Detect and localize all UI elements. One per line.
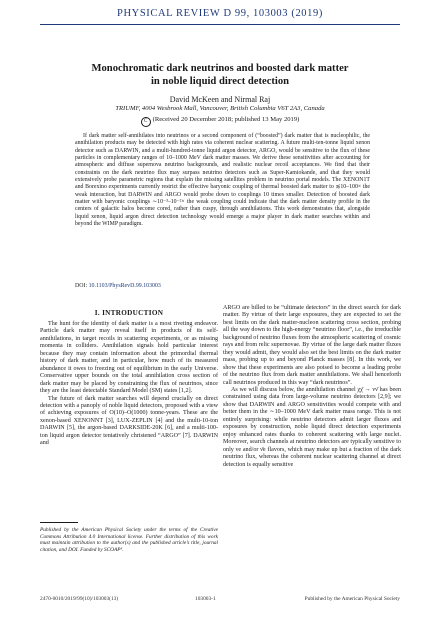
intro-paragraph-continued: ARGO are billed to be “ultimate detectors” in the direct search for dark matter. By virtue of their large exposures, they are expected to set the best limits on the dark matter-nucleon scattering cross section, probing all the way down to the high-energy “neutrino floor”, i.e., the irreducible background of neutrino fluxes from the atmospheric scattering of cosmic rays and from relic supernovae. By virtue of the large dark matter fluxes they would admit, they would also set the best limits on the dark matter mass, probing up to and beyond Planck masses [8]. In this work, we show that these experiments are also poised to become a leading probe of the neutrino flux from dark matter annihilations. We shall henceforth call neutrinos produced in this way “dark neutrinos”. bbox=[223, 305, 401, 386]
footer-page-number: 103003-1 bbox=[195, 596, 216, 602]
footer-publisher: Published by the American Physical Society bbox=[304, 596, 400, 602]
right-column bbox=[223, 305, 401, 469]
doi-link[interactable]: 10.1103/PhysRevD.99.103003 bbox=[88, 283, 161, 289]
intro-paragraph-1: The hunt for the identity of dark matter is a most riveting endeavor. Particle dark matter may reveal itself in products of its self-annihilations, in target recoils in scattering experiments, or as missing momenta in colliders. Annihilation signals hold particular interest because they may contain information about the primordial thermal history of dark matter, and in particular, how much of its measured abundance it owes to freezing out of equilibrium in the early Universe. Conservative upper bounds on the total annihilation cross section of dark matter may be placed by constraining the flux of neutrinos, since they are the least detectable Standard Model (SM) states [1,2]. bbox=[40, 321, 218, 395]
affiliation: TRIUMF, 4004 Wesbrook Mall, Vancouver, British Columbia V6T 2A3, Canada bbox=[115, 105, 325, 112]
authors: David McKeen and Nirmal Raj bbox=[169, 95, 271, 104]
title-line-1: Monochromatic dark neutrinos and boosted dark matter bbox=[91, 63, 349, 74]
crossmark-icon[interactable]: C bbox=[141, 117, 151, 127]
running-head: PHYSICAL REVIEW D 99, 103003 (2019) bbox=[117, 8, 323, 19]
left-column bbox=[40, 321, 218, 448]
abstract: If dark matter self-annihilates into neutrinos or a second component of (“boosted”) dark matter that is nucleophilic, the annihilation products may be detected with high rates via coherent nuclear scattering. A future multi-ten-tonne liquid xenon detector such as DARWIN, and a multi-hundred-tonne liquid argon detector, ARGO, would be sensitive to the flux of these particles in complementary ranges of 10–1000 MeV dark matter masses. We derive these sensitivities after accounting for atmospheric and diffuse supernova neutrino backgrounds, and realistic nuclear recoil acceptances. We find that their constraints on the dark neutrino flux may surpass neutrino detectors such as Super-Kamiokande, and that they would extensively probe parametric regions that explain the missing satellites problem in neutrino portal models. The XENON1T and Borexino experiments currently restrict the effective baryonic coupling of thermal boosted dark matter to ≲10–100× the weak interaction, but DARWIN and ARGO would probe down to couplings 10 times smaller. Detection of boosted dark matter with baryonic couplings ∼10⁻³–10⁻²× the weak coupling could indicate that the dark matter density profile in the centers of galactic halos become cored, rather than cuspy, through annihilations. This work demonstrates that, alongside liquid xenon, liquid argon direct detection technology would emerge a major player in dark matter searches within and beyond the WIMP paradigm. bbox=[75, 133, 370, 228]
received-dates: (Received 20 December 2018; published 13 May 2019) bbox=[152, 116, 300, 123]
doi-label: DOI: bbox=[75, 283, 88, 289]
footer-issn: 2470-0010/2019/99(10)/103003(13) bbox=[40, 596, 119, 602]
intro-paragraph-3: As we will discuss below, the annihilation channel χχ̄ → νν̄ has been constrained using data from large-volume neutrino detectors [2,9]; we show that DARWIN and ARGO sensitivities would compete with and better them in the ∼10–1000 MeV dark matter mass range. This is not entirely surprising: while neutrino detectors admit larger fluxes and exposures by construction, noble liquid direct detection experiments enjoy enhanced rates thanks to coherent scattering with large nuclei. Moreover, search channels at neutrino detectors are typically sensitive to only νe and/or ν̄e flavors, which may make up but a fraction of the dark neutrino flux, whereas the coherent nuclear scattering channel at direct detection is equally sensitive bbox=[223, 386, 401, 468]
footnote-rule bbox=[40, 522, 78, 523]
paper-title bbox=[80, 62, 360, 88]
received-line bbox=[60, 116, 380, 127]
header-rule bbox=[40, 24, 400, 25]
title-line-2: in noble liquid direct detection bbox=[150, 76, 290, 87]
intro-paragraph-2: The future of dark matter searches will depend crucially on direct detection with a panoply of noble liquid detectors, proposed with a view of achieving exposures of O(10)–O(1000) tonne-years. These are the xenon-based XENONNT [3], LUX-ZEPLIN [4] and the multi-10-ton DARWIN [5], the argon-based DARKSIDE-20K [6], and a multi-100-ton liquid argon detector tentatively christened “ARGO” [7]. DARWIN and bbox=[40, 395, 218, 447]
license-footnote: Published by the American Physical Society under the terms of the Creative Commons Attribution 4.0 International license. Further distribution of this work must maintain attribution to the author(s) and the published article’s title, journal citation, and DOI. Funded by SCOAP³. bbox=[40, 527, 218, 553]
section-heading-introduction: I. INTRODUCTION bbox=[94, 309, 164, 317]
doi-line bbox=[75, 283, 161, 289]
